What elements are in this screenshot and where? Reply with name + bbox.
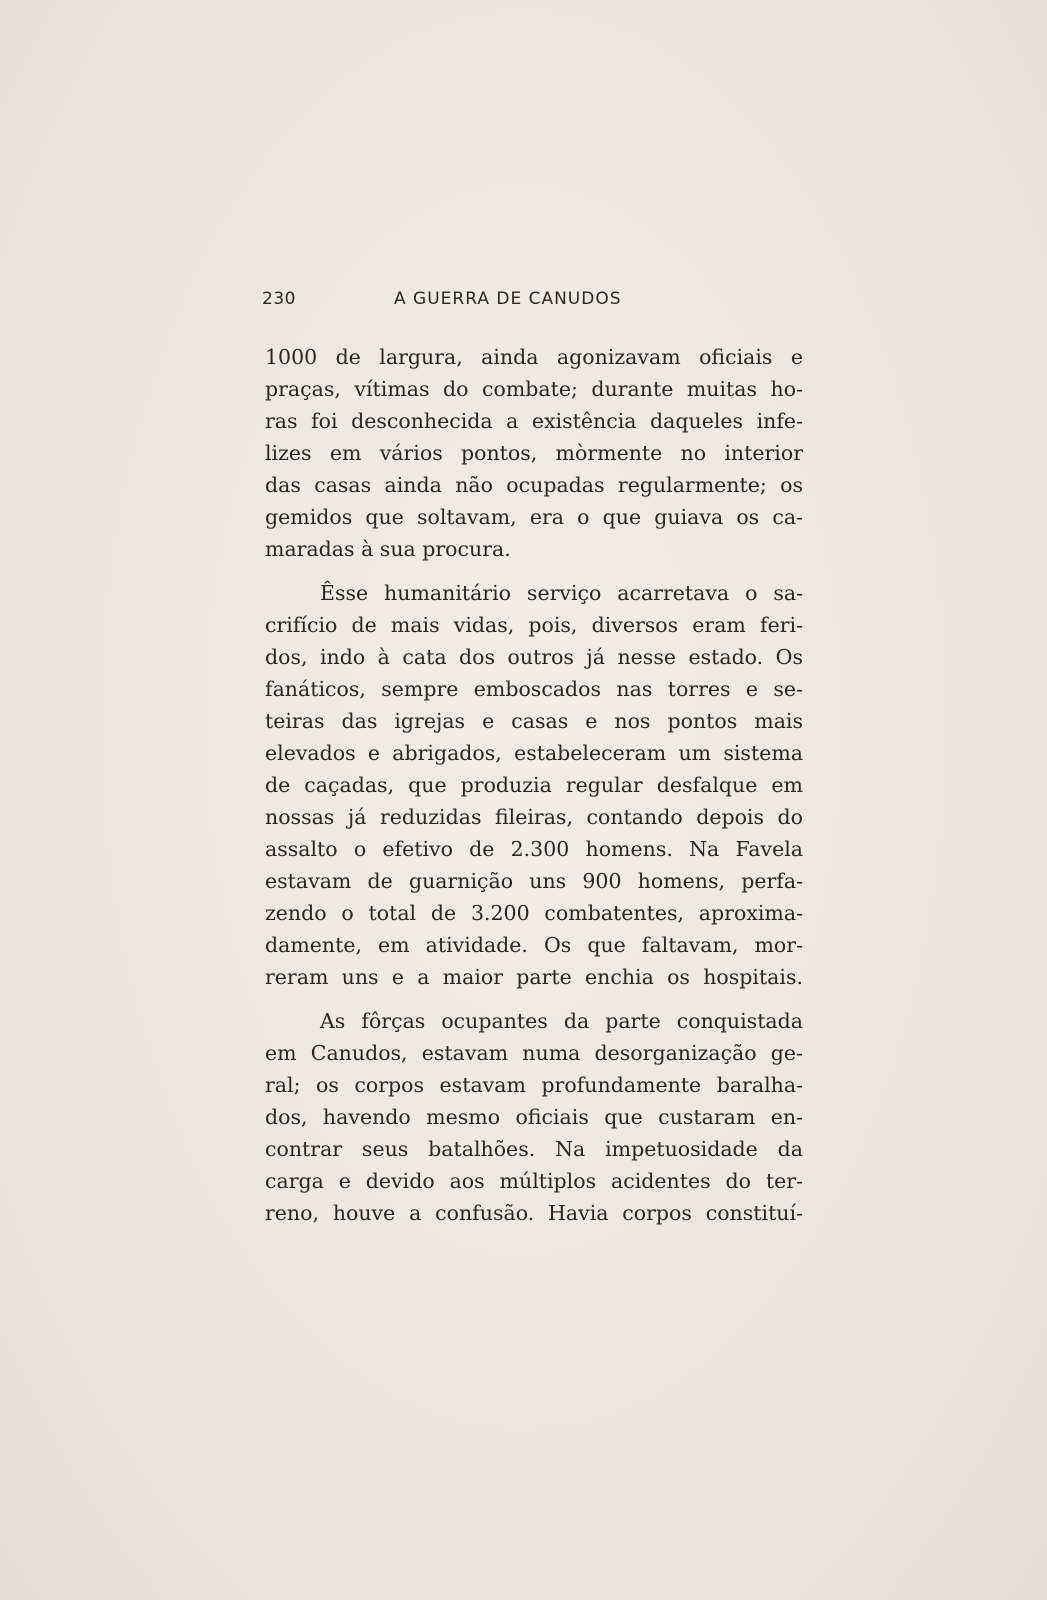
text-line: reram uns e a maior parte enchia os hospitais. — [265, 965, 803, 989]
text-line: dos, indo à cata dos outros já nesse estado. Os — [265, 645, 803, 669]
text-line: gemidos que soltavam, era o que guiava os ca- — [265, 505, 803, 529]
text-line: ras foi desconhecida a existência daqueles infe- — [265, 409, 803, 433]
running-header — [262, 285, 802, 315]
text-line: crifício de mais vidas, pois, diversos eram feri- — [265, 613, 803, 637]
text-line: zendo o total de 3.200 combatentes, aproxima- — [265, 901, 803, 925]
text-line: estavam de guarnição uns 900 homens, perfa- — [265, 869, 803, 893]
text-line: fanáticos, sempre emboscados nas torres e se- — [265, 677, 803, 701]
text-line: contrar seus batalhões. Na impetuosidade da — [265, 1137, 803, 1161]
text-line: reno, houve a confusão. Havia corpos constituí- — [265, 1201, 803, 1225]
text-line: dos, havendo mesmo oficiais que custaram en- — [265, 1105, 803, 1129]
text-line: 1000 de largura, ainda agonizavam oficiais e — [265, 345, 803, 369]
text-line: teiras das igrejas e casas e nos pontos mais — [265, 709, 803, 733]
text-line: Êsse humanitário serviço acarretava o sa- — [320, 581, 803, 605]
text-line: das casas ainda não ocupadas regularmente; os — [265, 473, 803, 497]
text-line: damente, em atividade. Os que faltavam, mor- — [265, 933, 803, 957]
text-line: ral; os corpos estavam profundamente baralha- — [265, 1073, 803, 1097]
text-line: nossas já reduzidas fileiras, contando depois do — [265, 805, 803, 829]
text-line: praças, vítimas do combate; durante muitas ho- — [265, 377, 803, 401]
text-line: maradas à sua procura. — [265, 537, 511, 561]
text-line: As fôrças ocupantes da parte conquistada — [320, 1009, 803, 1033]
text-line: de caçadas, que produzia regular desfalque em — [265, 773, 803, 797]
text-line: assalto o efetivo de 2.300 homens. Na Favela — [265, 837, 803, 861]
text-line: lizes em vários pontos, mòrmente no interior — [265, 441, 803, 465]
text-line: carga e devido aos múltiplos acidentes do ter- — [265, 1169, 803, 1193]
text-line: elevados e abrigados, estabeleceram um sistema — [265, 741, 803, 765]
running-title: A GUERRA DE CANUDOS — [394, 289, 622, 309]
page-number: 230 — [262, 289, 296, 309]
text-line: em Canudos, estavam numa desorganização ge- — [265, 1041, 803, 1065]
